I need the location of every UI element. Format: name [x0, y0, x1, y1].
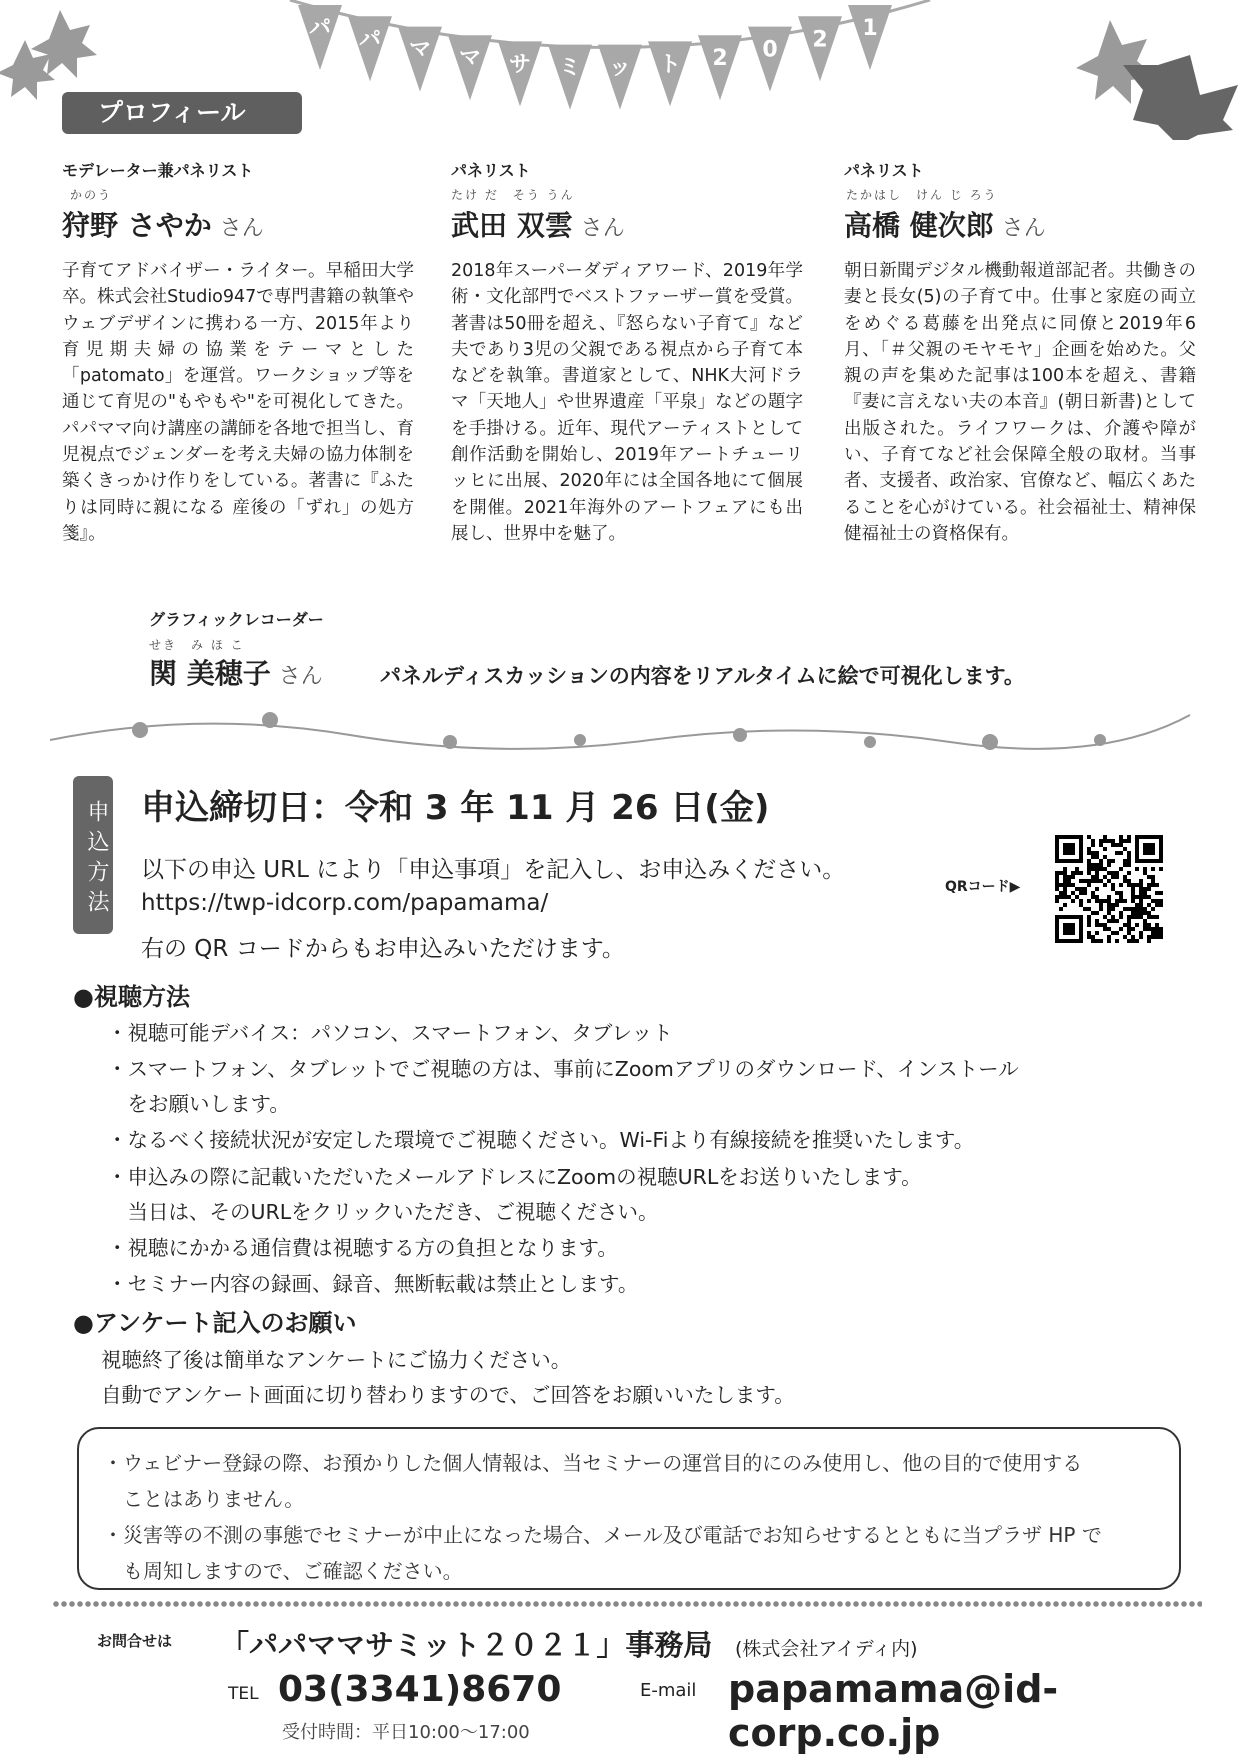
survey-line: 自動でアンケート画面に切り替わりますので、ご回答をお願いいたします。: [101, 1383, 795, 1407]
reception-hours: 受付時間：平日10:00〜17:00: [282, 1722, 530, 1743]
survey-heading: ●アンケート記入のお願い: [73, 1309, 357, 1337]
viewing-item: をお願いします。: [107, 1092, 290, 1116]
office-sub: (株式会社アイディ内): [735, 1638, 918, 1660]
tel-label: TEL: [228, 1684, 259, 1704]
panelist-bio: 朝日新聞デジタル機動報道部記者。共働きの妻と長女(5)の子育て中。仕事と家庭の両立をめぐる葛藤を出発点に同僚と2019年6月、「＃父親のモヤモヤ」企画を始めた。父親の声を集めた記事は100本を超え、書籍『妻に言えない夫の本音』(朝日新書)として出版された。ライフワークは、介護や障がい、子育てなど社会保障全般の取材。当事者、支援者、政治家、官僚など、幅広くあたることを心がけている。社会福祉士、精神保健福祉士の資格保有。: [844, 261, 1196, 544]
panelist-role: パネリスト: [451, 161, 531, 180]
notice-line: ・災害等の不測の事態でセミナーが中止になった場合、メール及び電話でお知らせするとともに当プラザ HP で: [103, 1523, 1102, 1547]
panelist-furigana: かのう: [70, 188, 113, 202]
notice-line: も周知しますので、ご確認ください。: [103, 1559, 463, 1583]
office-name: 「パパママサミット２０２１」事務局: [220, 1628, 713, 1662]
bunting-letter: パ: [308, 16, 332, 41]
notice-box: [77, 1427, 1181, 1590]
panelist-furigana: たけ だ そう うん: [451, 188, 575, 202]
panelist-furigana: たかはし けん じ ろう: [846, 188, 998, 202]
profile-section-tag: プロフィール: [62, 92, 302, 134]
panelist-role: パネリスト: [844, 161, 924, 180]
notice-line: ・ウェビナー登録の際、お預かりした個人情報は、当セミナーの運営目的にのみ使用し、他の目的で使用する: [103, 1451, 1083, 1475]
viewing-item: 当日は、そのURLをクリックいただき、ご視聴ください。: [107, 1200, 659, 1224]
qr-code-icon[interactable]: [1055, 835, 1163, 943]
panelist-name: 狩野 さやか さん: [62, 209, 264, 242]
bunting-letter: 0: [762, 37, 778, 63]
panelist-bio: 子育てアドバイザー・ライター。早稲田大学卒。株式会社Studio947で専門書籍の執筆やウェブデザインに携わる一方、2015年より育児期夫婦の協業をテーマとした「patomato」を運営。ワークショップ等を通じて育児の"もやもや"を可視化してきた。パパママ向け講座の講師を各地で担当し、育児視点でジェンダーを考え夫婦の協力体制を築くきっかけ作りをしている。著書に『ふたりは同時に親になる 産後の「ずれ」の処方箋』。: [62, 261, 414, 544]
bunting-letter: パ: [358, 27, 382, 53]
viewing-item: ・視聴にかかる通信費は視聴する方の負担となります。: [107, 1236, 618, 1260]
bunting-letter: ト: [658, 52, 682, 78]
bunting-letter: 2: [712, 46, 728, 72]
email-address[interactable]: papamama@id-corp.co.jp: [728, 1667, 1059, 1755]
vine-divider: [50, 700, 1200, 760]
recorder-name: 関 美穂子 さん: [149, 657, 323, 690]
apply-url-link[interactable]: https://twp-idcorp.com/papamama/: [141, 890, 549, 916]
email-label: E-mail: [640, 1680, 697, 1701]
survey-line: 視聴終了後は簡単なアンケートにご協力ください。: [101, 1348, 572, 1372]
apply-instruction: 以下の申込 URL により「申込事項」を記入し、お申込みください。: [141, 857, 846, 883]
recorder-description: パネルディスカッションの内容をリアルタイムに絵で可視化します。: [380, 664, 1025, 688]
viewing-item: ・視聴可能デバイス：パソコン、スマートフォン、タブレット: [107, 1021, 673, 1045]
panelist-name: 武田 双雲 さん: [451, 209, 625, 242]
contact-label: お問合せは: [97, 1632, 173, 1650]
bunting-letter: マ: [408, 37, 432, 63]
panelist-name: 高橋 健次郎 さん: [844, 209, 1046, 242]
viewing-item: ・申込みの際に記載いただいたメールアドレスにZoomの視聴URLをお送りいたします。: [107, 1165, 922, 1189]
tel-number[interactable]: 03(3341)8670: [278, 1669, 562, 1710]
bunting-letter: ッ: [608, 55, 632, 81]
viewing-heading: ●視聴方法: [73, 983, 190, 1011]
viewing-item: ・なるべく接続状況が安定した環境でご視聴ください。Wi-Fiより有線接続を推奨いたします。: [107, 1128, 975, 1152]
deadline-heading: 申込締切日：令和 3 年 11 月 26 日(金): [141, 788, 770, 828]
panelist-bio: 2018年スーパーダディアワード、2019年学術・文化部門でベストファーザー賞を受賞。著書は50冊を超え、『怒らない子育て』など夫であり3児の父親である視点から子育て本などを執筆。書道家として、NHK大河ドラマ「天地人」や世界遺産「平泉」などの題字を手掛ける。近年、現代アーティストとして創作活動を開始し、2019年アートチューリッヒに出展、2020年には全国各地にて個展を開催。2021年海外のアートフェアにも出展し、世界中を魅了。: [451, 261, 803, 544]
bunting-letter: 1: [862, 16, 878, 41]
recorder-role: グラフィックレコーダー: [149, 610, 324, 629]
bunting-letter: マ: [458, 46, 482, 72]
dotted-divider: [52, 1600, 1202, 1608]
viewing-item: ・スマートフォン、タブレットでご視聴の方は、事前にZoomアプリのダウンロード、インストール: [107, 1057, 1019, 1081]
notice-line: ことはありません。: [103, 1487, 305, 1511]
qr-label: QRコード▶: [945, 879, 1021, 895]
viewing-item: ・セミナー内容の録画、録音、無断転載は禁止とします。: [107, 1272, 639, 1296]
qr-instruction: 右の QR コードからもお申込みいただけます。: [141, 936, 625, 962]
panelist-role: モデレーター兼パネリスト: [62, 161, 254, 180]
apply-method-tab: 申込方法: [73, 776, 113, 934]
bunting-letter: ミ: [558, 55, 582, 81]
bunting-letter: サ: [508, 52, 532, 78]
bunting-letter: 2: [812, 27, 828, 53]
large-leaf-icon: [1123, 55, 1238, 140]
recorder-furigana: せき み ほ こ: [149, 638, 245, 652]
